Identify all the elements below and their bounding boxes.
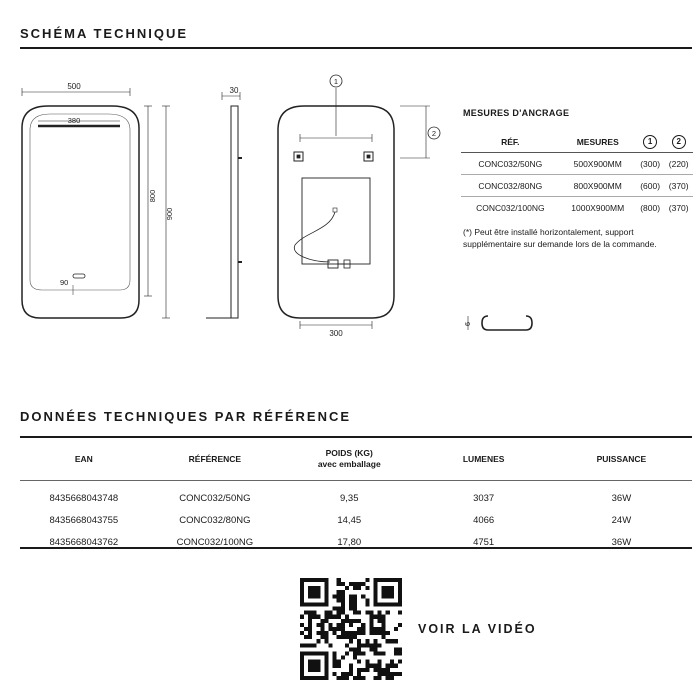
anch-mesures: 500X900MM (560, 153, 636, 175)
tech-reference: CONC032/100NG (176, 536, 254, 548)
tech-rule-bottom (20, 547, 692, 549)
marker-2: 2 (431, 129, 437, 138)
dim-strip-label: 380 (67, 116, 81, 125)
anch-mesures: 1000X900MM (571, 202, 625, 213)
tech-row (20, 509, 692, 531)
tech-reference: CONC032/50NG (179, 492, 251, 504)
tech-ean: 8435668043748 (49, 492, 119, 504)
tech-row (20, 531, 692, 553)
tech-ean: 8435668043755 (49, 514, 119, 526)
tech-puissance: 36W (611, 536, 632, 548)
marker-1: 1 (333, 77, 339, 86)
anch-ref: CONC032/100NG (476, 202, 545, 213)
anch-m2: (220) (664, 153, 693, 175)
tech-lumenes: 4751 (473, 536, 495, 548)
back-panel (302, 178, 370, 264)
anch-m1: (600) (636, 175, 665, 197)
tech-puissance: 36W (611, 492, 632, 504)
dim-sensor-label: 90 (60, 278, 69, 287)
qr-code-icon[interactable] (300, 578, 402, 680)
side-profile (231, 106, 238, 318)
tech-poids: 17,80 (337, 536, 362, 548)
tech-header-poids: POIDS (KG) (325, 448, 373, 458)
dim-height-outer-label: 900 (165, 207, 174, 221)
anchorage-title: MESURES D'ANCRAGE (463, 108, 570, 118)
tech-row (20, 481, 692, 510)
section-title-donnees: DONNÉES TECHNIQUES PAR RÉFÉRENCE (20, 409, 352, 424)
tech-header-puissance: PUISSANCE (551, 438, 692, 481)
anch-m2: (370) (664, 175, 693, 197)
mirror-inner (30, 114, 130, 290)
section-title-schema: SCHÉMA TECHNIQUE (20, 26, 189, 41)
tech-poids: 14,45 (337, 514, 362, 526)
anch-ref: CONC032/50NG (461, 153, 560, 175)
touch-sensor (73, 274, 85, 278)
anch-header-marker-1: 1 (643, 135, 657, 149)
section-rule-top (20, 47, 692, 49)
anch-header-ref: RÉF. (461, 132, 560, 153)
tech-table (20, 438, 692, 553)
tech-header-ean: EAN (20, 438, 148, 481)
dim-height-inner-label: 800 (148, 189, 157, 203)
tech-puissance: 24W (611, 514, 632, 526)
anch-m1: (800) (640, 202, 661, 213)
power-cable (294, 212, 335, 262)
technical-drawing (0, 60, 472, 350)
anchorage-note: (*) Peut être installé horizontalement, support supplémentaire sur demande lors de la commande. (463, 227, 657, 249)
dim-anchor-span-label: 300 (329, 329, 343, 338)
tech-lumenes: 4066 (473, 514, 495, 526)
tech-header-reference: RÉFÉRENCE (148, 438, 282, 481)
anch-m1: (300) (636, 153, 665, 175)
anchorage-table (461, 132, 693, 218)
anch-ref: CONC032/80NG (461, 175, 560, 197)
mirror-frame (22, 106, 139, 318)
side-view (206, 86, 242, 318)
anch-mesures: 800X900MM (560, 175, 636, 197)
tech-poids: 9,35 (340, 492, 359, 504)
dim-depth-label: 30 (229, 86, 239, 95)
anch-row (461, 153, 693, 175)
dim-width-label: 500 (67, 82, 81, 91)
tech-header-poids-sub: avec emballage (317, 459, 381, 469)
front-view (22, 82, 174, 318)
video-link[interactable]: VOIR LA VIDÉO (418, 622, 537, 636)
tech-ean: 8435668043762 (49, 536, 119, 548)
dim-profile-label: 6 (463, 321, 472, 327)
tech-lumenes: 3037 (473, 492, 495, 504)
back-view (278, 75, 440, 338)
tech-reference: CONC032/80NG (179, 514, 251, 526)
tech-header-lumenes: LUMENES (416, 438, 550, 481)
anch-header-marker-2: 2 (672, 135, 686, 149)
anch-m2: (370) (668, 202, 689, 213)
anch-row (461, 175, 693, 197)
anch-row (461, 197, 693, 219)
anch-header-mesures: MESURES (560, 132, 636, 153)
profile-bracket-shape (462, 312, 542, 336)
